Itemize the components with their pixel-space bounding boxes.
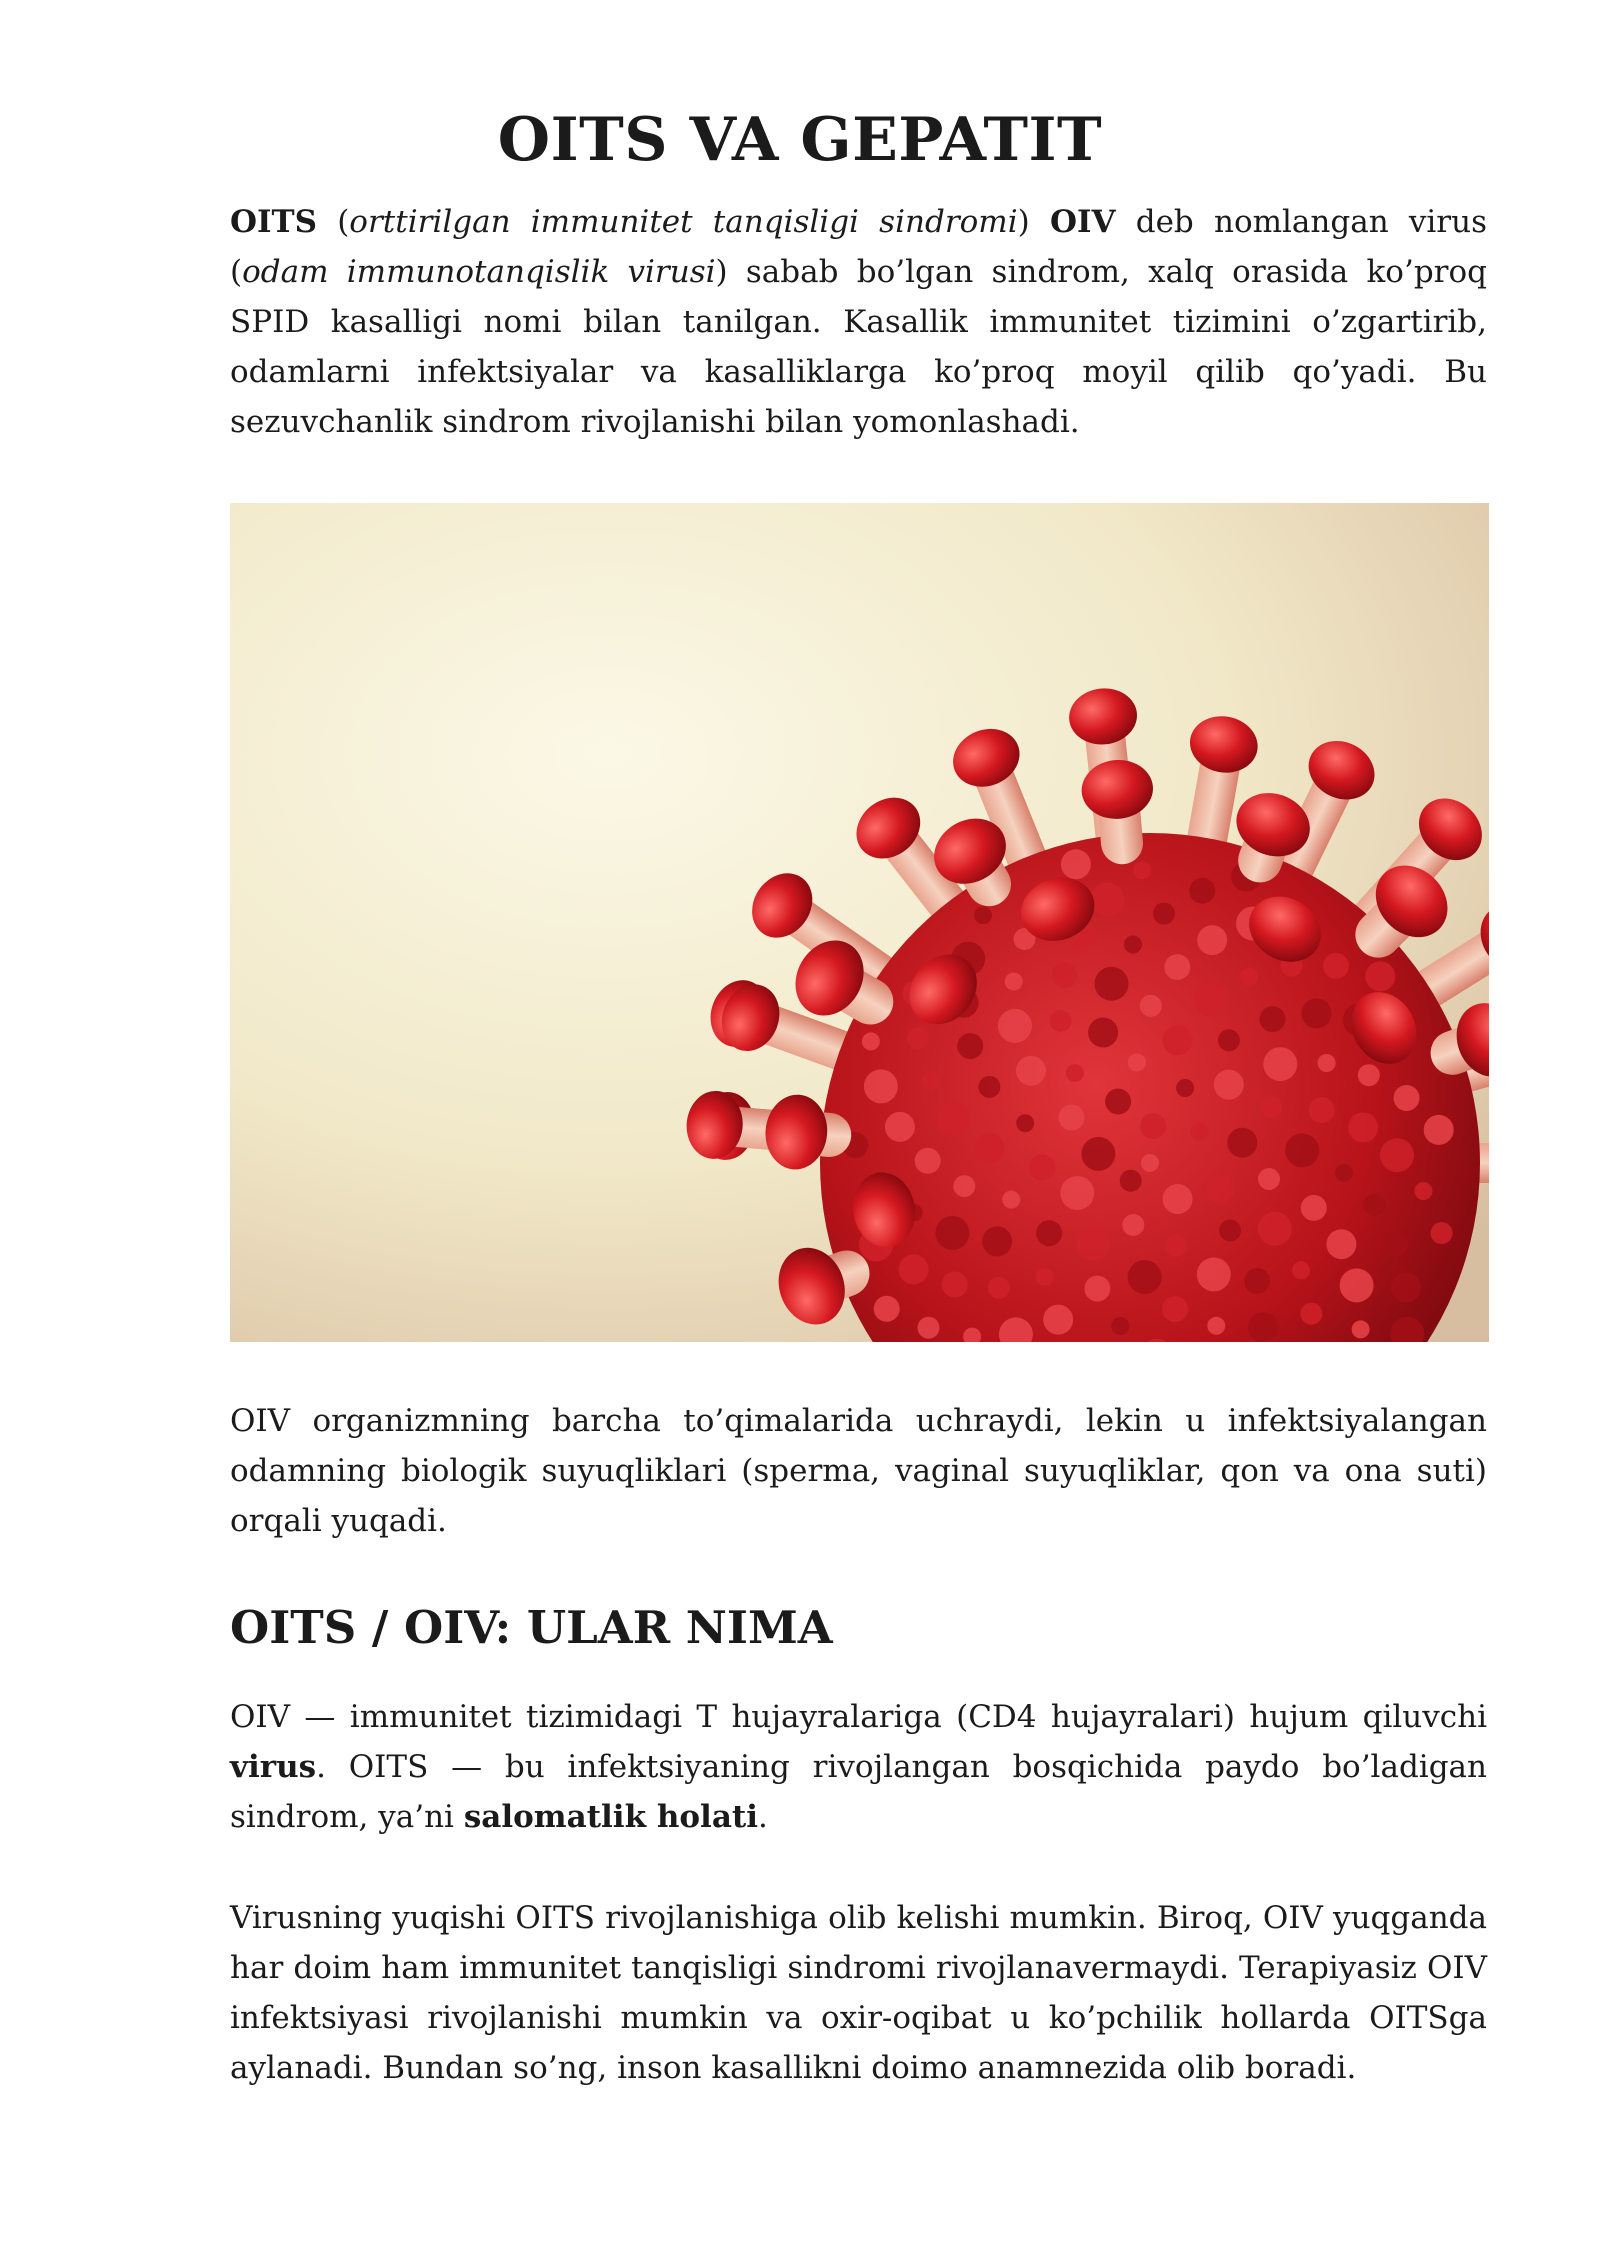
expansion-open: ( bbox=[316, 204, 350, 240]
oiv-expansion: odam immunotanqislik virusi bbox=[242, 254, 716, 290]
virus-surface-bump bbox=[1352, 1320, 1370, 1338]
virus-surface-bump bbox=[1133, 861, 1151, 879]
virus-surface-bump bbox=[978, 1076, 1000, 1098]
virus-surface-bump bbox=[1005, 973, 1023, 991]
virus-surface-bump bbox=[885, 1112, 915, 1142]
virus-surface-bump bbox=[1260, 1096, 1282, 1118]
virus-surface-bump bbox=[1197, 1257, 1231, 1291]
virus-surface-bump bbox=[942, 1272, 968, 1298]
virus-surface-bump bbox=[982, 1226, 1012, 1256]
virus-surface-bump bbox=[1060, 1176, 1094, 1210]
virus-surface-bump bbox=[1258, 1168, 1280, 1190]
virus-surface-bump bbox=[1036, 1268, 1054, 1286]
virus-surface-bump bbox=[1120, 1170, 1142, 1192]
virus-surface-bump bbox=[1318, 1054, 1336, 1072]
virus-surface-bump bbox=[998, 1009, 1032, 1043]
virus-surface-bump bbox=[1348, 1112, 1378, 1142]
virus-surface-bump bbox=[1391, 1272, 1421, 1302]
virus-surface-bump bbox=[1084, 1276, 1110, 1302]
virus-surface-bump bbox=[1300, 1303, 1322, 1325]
virus-surface-bump bbox=[1077, 1226, 1111, 1260]
virus-surface-bump bbox=[1248, 1312, 1278, 1342]
virus-surface-bump bbox=[953, 1175, 975, 1197]
expansion-close: ) bbox=[1017, 204, 1050, 240]
virus-surface-bump bbox=[918, 1317, 940, 1339]
virus-surface-bump bbox=[1050, 1010, 1072, 1032]
virus-surface-bump bbox=[899, 1255, 929, 1285]
virus-surface-bump bbox=[1140, 995, 1162, 1017]
virus-surface-bump bbox=[1061, 849, 1091, 879]
virus-surface-bump bbox=[1205, 1173, 1235, 1203]
transmission-paragraph: OIV organizmning barcha to’qimalarida uchraydi, lekin u infektsiyalangan odamning biologik suyuqliklari (sperma, vaginal suyuqliklar, qon va ona suti) orqali yuqadi. bbox=[230, 1403, 1487, 1539]
virus-surface-bump bbox=[1124, 936, 1142, 954]
virus-surface-bump bbox=[957, 1033, 983, 1059]
definition-text-b: . OITS — bu infektsiyaning rivojlangan bosqichida paydo bo’ladigan sindrom, ya’ni bbox=[230, 1749, 1487, 1835]
virus-surface-bump bbox=[937, 1101, 971, 1135]
virus-surface-bump bbox=[1207, 1317, 1225, 1335]
virus-surface-bump bbox=[1214, 1070, 1244, 1100]
virus-surface-bump bbox=[1244, 1268, 1270, 1294]
virus-surface-bump bbox=[915, 1148, 941, 1174]
virus-surface-bump bbox=[1382, 1231, 1408, 1257]
virus-surface-bump bbox=[1164, 954, 1190, 980]
virus-surface-bump bbox=[1095, 967, 1129, 1001]
virus-surface-bump bbox=[1301, 1195, 1327, 1221]
virus-surface-bump bbox=[1364, 1194, 1386, 1216]
virus-surface-bump bbox=[1365, 961, 1395, 991]
section-heading: OITS / OIV: ULAR NIMA bbox=[230, 1601, 833, 1654]
virus-surface-bump bbox=[1163, 1025, 1193, 1055]
virus-surface-bump bbox=[1036, 1220, 1062, 1246]
virus-surface-bump bbox=[864, 1069, 898, 1103]
virus-surface-bump bbox=[1140, 1113, 1166, 1139]
virus-surface-bump bbox=[1414, 1182, 1432, 1200]
intro-mid-text: deb nomlangan virus ( bbox=[230, 204, 1487, 290]
virus-surface-bump bbox=[1165, 1235, 1187, 1257]
virus-surface-bump bbox=[1302, 998, 1332, 1028]
virus-surface-bump bbox=[1051, 962, 1077, 988]
virus-surface-bump bbox=[935, 1216, 969, 1250]
virus-surface-bump bbox=[974, 906, 992, 924]
virus-surface-bump bbox=[1176, 1079, 1194, 1097]
virus-surface-bump bbox=[1292, 1261, 1310, 1279]
intro-paragraph bbox=[230, 197, 1487, 447]
virus-surface-bump bbox=[907, 1027, 929, 1049]
virus-surface-bump bbox=[1323, 953, 1349, 979]
virus-surface-bump bbox=[922, 1072, 940, 1090]
virus-surface-bump bbox=[1059, 1105, 1085, 1131]
virus-surface-bump bbox=[1260, 1006, 1286, 1032]
virus-surface-bump bbox=[1141, 1154, 1159, 1172]
virus-surface-bump bbox=[1090, 882, 1124, 916]
definition-paragraph bbox=[230, 1692, 1487, 1842]
page-title: OITS VA GEPATIT bbox=[497, 105, 1103, 175]
virus-surface-bump bbox=[1335, 1164, 1353, 1182]
virus-surface-bump bbox=[1105, 1089, 1131, 1115]
virus-surface-bump bbox=[1189, 878, 1215, 904]
definition-text-a: OIV — immunitet tizimidagi T hujayralariga (CD4 hujayralari) hujum qiluvchi bbox=[230, 1699, 1487, 1735]
term-oiv: OIV bbox=[1049, 204, 1116, 240]
virus-surface-bump bbox=[1128, 1053, 1146, 1071]
virus-surface-bump bbox=[1258, 1212, 1292, 1246]
virus-figure bbox=[230, 503, 1489, 1342]
virus-surface-bump bbox=[1029, 1155, 1055, 1181]
virus-surface-bump bbox=[1002, 1191, 1020, 1209]
virus-surface-bump bbox=[1197, 925, 1227, 955]
virus-surface-bump bbox=[1016, 1056, 1046, 1086]
virus-surface-bump bbox=[1081, 1137, 1115, 1171]
virus-surface-bump bbox=[1424, 1115, 1454, 1145]
virus-surface-bump bbox=[1043, 1305, 1073, 1335]
virus-surface-bump bbox=[874, 1296, 900, 1322]
virus-surface-bump bbox=[1190, 1123, 1208, 1141]
virus-surface-bump bbox=[1227, 1128, 1257, 1158]
virus-term: virus bbox=[230, 1749, 317, 1785]
virus-surface-bump bbox=[1285, 1133, 1319, 1167]
health-condition-term: salomatlik holati bbox=[463, 1799, 759, 1835]
virus-surface-bump bbox=[1218, 1029, 1240, 1051]
virus-surface-bump bbox=[1309, 1097, 1335, 1123]
definition-text-c: . bbox=[758, 1799, 768, 1835]
virus-surface-bump bbox=[1111, 1317, 1129, 1335]
virus-surface-bump bbox=[1016, 1114, 1034, 1132]
virus-surface-bump bbox=[1394, 1085, 1420, 1111]
virus-surface-bump bbox=[1326, 1229, 1356, 1259]
virus-surface-bump bbox=[1240, 968, 1258, 986]
virus-surface-bump bbox=[1263, 1047, 1297, 1081]
virus-surface-bump bbox=[1122, 1214, 1144, 1236]
virus-surface-bump bbox=[1340, 1268, 1374, 1302]
virus-surface-bump bbox=[974, 1133, 1004, 1163]
virus-surface-bump bbox=[1219, 1220, 1241, 1242]
intro-rest-text: ) sabab bo’lgan sindrom, xalq orasida ko’proq SPID kasalligi nomi bilan tanilgan. Kasallik immunitet tizimini o’zgartirib, odamlarni infektsiyalar va kasalliklarga ko’proq moyil qilib qo’yadi. Bu sezuvchanlik sindrom rivojlanishi bilan yomonlashadi. bbox=[230, 254, 1487, 440]
virus-surface-bump bbox=[988, 1277, 1010, 1299]
virus-surface-bump bbox=[1358, 1064, 1380, 1086]
term-oits: OITS bbox=[230, 204, 317, 240]
virus-surface-bump bbox=[1193, 983, 1227, 1017]
oits-expansion: orttirilgan immunitet tanqisligi sindromi bbox=[349, 204, 1018, 240]
virus-surface-bump bbox=[1128, 1260, 1162, 1294]
virus-surface-bump bbox=[1380, 1138, 1414, 1172]
virus-surface-bump bbox=[1162, 1296, 1188, 1322]
progression-paragraph: Virusning yuqishi OITS rivojlanishiga olib kelishi mumkin. Biroq, OIV yuqganda har doim ham immunitet tanqisligi sindromi rivojlanavermaydi. Terapiyasiz OIV infektsiyasi rivojlanishi mumkin va oxir-oqibat u ko’pchilik hollarda OITSga aylanadi. Bundan so’ng, inson kasallikni doimo anamnezida olib boradi. bbox=[230, 1900, 1487, 2086]
virus-surface-bump bbox=[1153, 903, 1175, 925]
virus-surface-bump bbox=[1163, 1184, 1193, 1214]
virus-illustration-icon bbox=[230, 503, 1489, 1342]
virus-surface-bump bbox=[862, 1032, 880, 1050]
virus-surface-bump bbox=[1088, 1018, 1118, 1048]
virus-surface-bump bbox=[1066, 1064, 1084, 1082]
virus-surface-bump bbox=[1431, 1222, 1453, 1244]
